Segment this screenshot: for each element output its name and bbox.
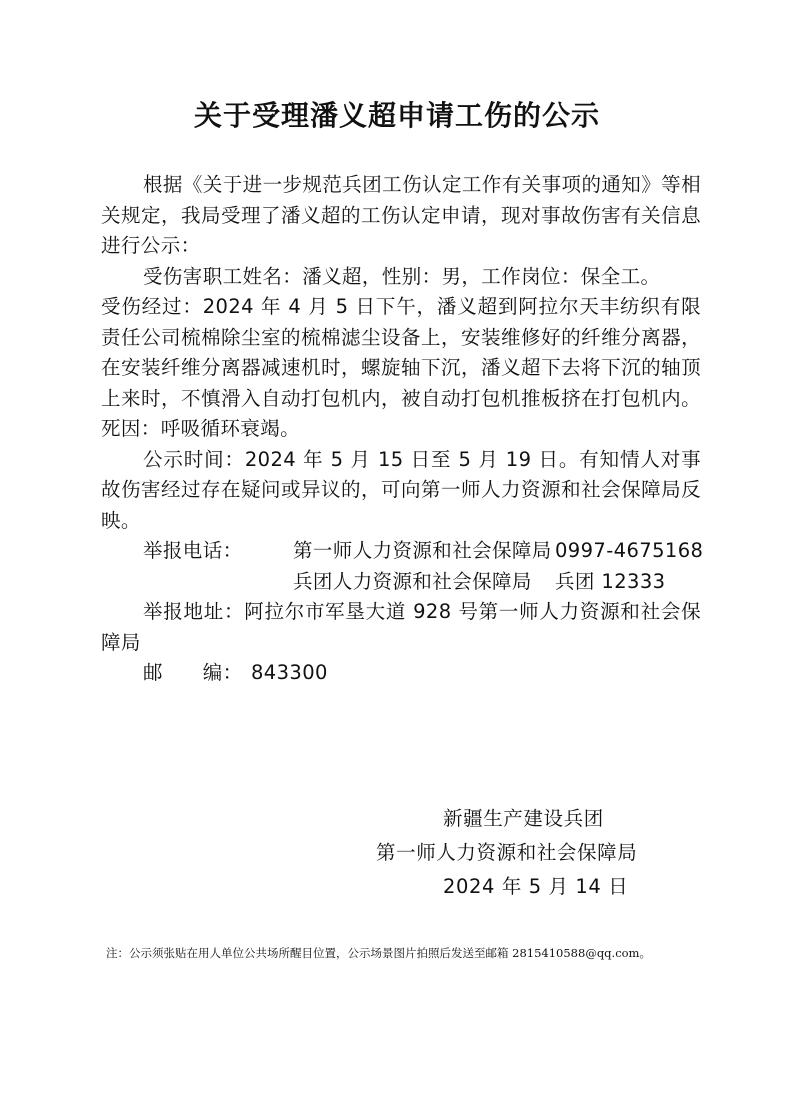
- phone-org-2: 兵团人力资源和社会保障局: [293, 569, 532, 593]
- signature-date: 2024 年 5 月 14 日: [443, 875, 629, 898]
- phone-number-1: 0997-4675168: [555, 539, 704, 562]
- page-title: 关于受理潘义超申请工伤的公示: [193, 99, 600, 132]
- intro-paragraph: 根据《关于进一步规范兵团工伤认定工作有关事项的通知》等相关规定，我局受理了潘义超的工伤认定申请，现对事故伤害有关信息进行公示：: [101, 173, 701, 257]
- zip-row: [101, 658, 701, 689]
- injury-account: 受伤经过：2024 年 4 月 5 日下午，潘义超到阿拉尔天丰纺织有限责任公司梳棉除尘室的梳棉滤尘设备上，安装维修好的纤维分离器，在安装纤维分离器减速机时，螺旋轴下沉，潘义超下去将下沉的轴顶上来时，不慎滑入自动打包机内，被自动打包机推板挤在打包机内。死因：呼吸循环衰竭。: [101, 295, 701, 440]
- signature-block: [370, 802, 670, 904]
- notice-body: [101, 170, 704, 689]
- address-value: 阿拉尔市军垦大道 928 号第一师人力资源和社会保障局: [101, 600, 701, 654]
- contact-block: [101, 536, 704, 597]
- zip-label: 邮 编：: [143, 661, 243, 684]
- phone-row-2: [143, 567, 701, 598]
- signature-org-2: 第一师人力资源和社会保障局: [376, 841, 638, 864]
- phone-number-2: 兵团 12333: [555, 569, 666, 593]
- phone-label: 举报电话：: [143, 539, 243, 562]
- worker-info: 受伤害职工姓名：潘义超，性别：男，工作岗位：保全工。: [143, 264, 661, 288]
- phone-row-1: [143, 536, 704, 567]
- address-label: 举报地址：: [143, 600, 245, 623]
- phone-org-1: 第一师人力资源和社会保障局: [293, 539, 552, 562]
- notice-period: 公示时间：2024 年 5 月 15 日至 5 月 19 日。有知情人对事故伤害经过存在疑问或异议的，可向第一师人力资源和社会保障局反映。: [101, 447, 701, 532]
- footnote: 注：公示须张贴在用人单位公共场所醒目位置，公示场景图片拍照后发送至邮箱 2815410588@qq.com。: [106, 946, 651, 960]
- zip-value: 843300: [251, 661, 328, 684]
- signature-org-1: 新疆生产建设兵团: [443, 807, 604, 830]
- report-address: [101, 597, 701, 658]
